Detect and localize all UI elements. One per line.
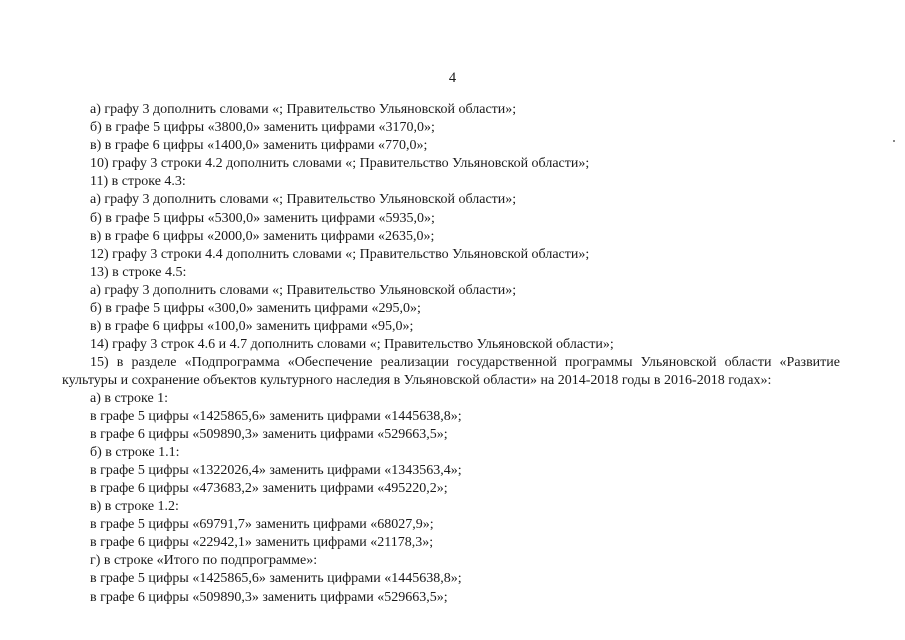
text-line: 13) в строке 4.5:	[90, 264, 187, 280]
text-line: в графе 6 цифры «509890,3» заменить цифрами «529663,5»;	[90, 426, 448, 442]
text-line: в) в графе 6 цифры «100,0» заменить цифрами «95,0»;	[90, 319, 414, 335]
text-line: в графе 6 цифры «473683,2» заменить цифрами «495220,2»;	[90, 480, 448, 496]
text-line: в графе 5 цифры «1425865,6» заменить цифрами «1445638,8»;	[90, 571, 462, 587]
text-line: в графе 6 цифры «22942,1» заменить цифрами «21178,3»;	[90, 535, 434, 551]
text-line: в графе 5 цифры «1322026,4» заменить цифрами «1343563,4»;	[90, 462, 462, 478]
text-line: в) в строке 1.2:	[90, 499, 179, 515]
text-line: а) в строке 1:	[90, 390, 169, 406]
text-line: в графе 5 цифры «1425865,6» заменить цифрами «1445638,8»;	[90, 408, 462, 424]
text-line: а) графу 3 дополнить словами «; Правительство Ульяновской области»;	[90, 282, 517, 298]
page-number: 4	[448, 70, 457, 86]
text-line: а) графу 3 дополнить словами «; Правительство Ульяновской области»;	[90, 102, 517, 117]
text-line: б) в графе 5 цифры «300,0» заменить цифрами «295,0»;	[90, 301, 421, 317]
text-line: в графе 6 цифры «509890,3» заменить цифрами «529663,5»;	[90, 589, 448, 605]
text-line: 12) графу 3 строки 4.4 дополнить словами «; Правительство Ульяновской области»;	[90, 246, 590, 262]
text-line: в) в графе 6 цифры «2000,0» заменить цифрами «2635,0»;	[90, 228, 435, 244]
text-line: г) в строке «Итого по подпрограмме»:	[90, 553, 318, 569]
paragraph-15: 15) в разделе «Подпрограмма «Обеспечение реализации государственной программы Ульяновской области «Развитие культуры и сохранение объектов культурного наследия в Ульяновской области» на 2014-2018 годы в 2016-2018 годах»:	[62, 355, 840, 388]
document-body	[62, 101, 840, 607]
text-line: б) в строке 1.1:	[90, 444, 180, 460]
text-line: в) в графе 6 цифры «1400,0» заменить цифрами «770,0»;	[90, 138, 428, 154]
text-line: б) в графе 5 цифры «5300,0» заменить цифрами «5935,0»;	[90, 210, 435, 226]
text-line: 14) графу 3 строк 4.6 и 4.7 дополнить словами «; Правительство Ульяновской области»;	[90, 337, 614, 353]
text-line: в графе 5 цифры «69791,7» заменить цифрами «68027,9»;	[90, 517, 434, 533]
scan-speck	[893, 140, 895, 142]
text-line: б) в графе 5 цифры «3800,0» заменить цифрами «3170,0»;	[90, 120, 435, 136]
text-line: 10) графу 3 строки 4.2 дополнить словами «; Правительство Ульяновской области»;	[90, 156, 590, 172]
text-line: 11) в строке 4.3:	[90, 174, 186, 190]
text-line: а) графу 3 дополнить словами «; Правительство Ульяновской области»;	[90, 192, 517, 208]
